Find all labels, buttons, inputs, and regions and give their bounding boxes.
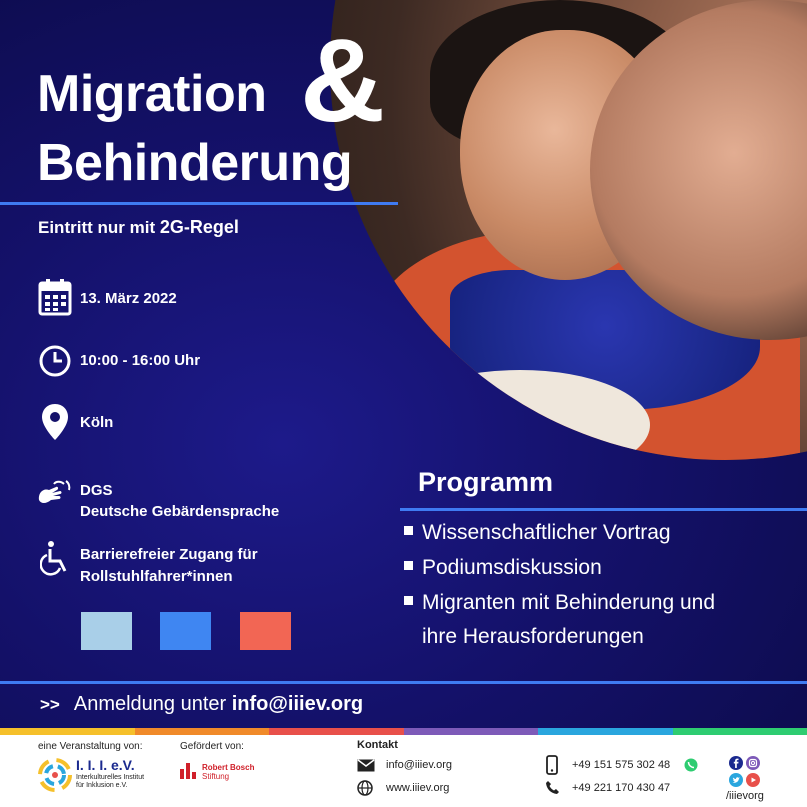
title-divider	[0, 202, 398, 205]
programm-item-label: Migranten mit Behinderung und	[422, 591, 716, 614]
bullet-icon	[404, 526, 413, 535]
event-date: 13. März 2022	[80, 290, 177, 307]
title-ampersand: &	[300, 15, 386, 147]
clock-icon	[38, 344, 72, 378]
stripe-green	[673, 728, 807, 735]
organizer-label: eine Veranstaltung von:	[38, 741, 143, 752]
sign-language-abbr: DGS	[80, 482, 113, 499]
contact-label: Kontakt	[357, 739, 398, 751]
programm-title: Programm	[418, 467, 554, 497]
calendar-icon	[38, 278, 72, 316]
funder-name	[202, 763, 254, 781]
sign-language-icon	[36, 478, 74, 508]
contact-website[interactable]: www.iiiev.org	[386, 782, 450, 794]
title-line-1: Migration	[37, 65, 267, 123]
stripe-orange	[135, 728, 270, 735]
double-arrow-icon: >>	[40, 695, 60, 714]
footer	[0, 735, 807, 807]
registration-line	[40, 693, 363, 716]
phone-icon	[545, 780, 560, 795]
subtitle-prefix: Eintritt nur mit	[38, 218, 160, 237]
programm-item-label: Wissenschaftlicher Vortrag	[422, 521, 671, 544]
accessibility-info	[80, 544, 258, 588]
contact-phone-landline[interactable]: +49 221 170 430 47	[572, 782, 671, 794]
bullet-icon	[404, 561, 413, 570]
swatch-blue	[160, 612, 211, 650]
accessibility-line-2: Rollstuhlfahrer*innen	[80, 568, 233, 585]
bosch-logo-icon	[180, 763, 200, 779]
org-subtitle-line-1: Interkulturelles Institut	[76, 774, 145, 781]
twitter-icon[interactable]	[729, 773, 743, 787]
location-pin-icon	[41, 403, 69, 441]
stripe-blue	[538, 728, 673, 735]
stripe-red	[269, 728, 404, 735]
accessibility-line-1: Barrierefreier Zugang für	[80, 546, 258, 563]
title-line-2: Behinderung	[37, 134, 353, 192]
instagram-icon[interactable]	[746, 756, 760, 770]
subtitle-bold: 2G-Regel	[159, 217, 239, 237]
color-stripe	[0, 728, 807, 735]
stripe-yellow	[0, 728, 135, 735]
contact-phone-mobile[interactable]: +49 151 575 302 48	[572, 759, 671, 771]
programm-divider	[400, 508, 807, 511]
programm-item	[404, 521, 671, 545]
envelope-icon	[357, 759, 375, 772]
subtitle	[38, 217, 239, 238]
social-handle: /iiievorg	[726, 790, 764, 802]
sign-language-name: Deutsche Gebärdensprache	[80, 503, 280, 520]
funder-line-1: Robert Bosch	[202, 763, 255, 772]
programm-item	[404, 556, 602, 580]
iii-logo-icon	[38, 758, 72, 792]
registration-prefix: Anmeldung unter	[73, 693, 232, 715]
youtube-icon[interactable]	[746, 773, 760, 787]
swatch-coral	[240, 612, 291, 650]
programm-item	[404, 591, 715, 615]
swatch-light-blue	[81, 612, 132, 650]
mobile-phone-icon	[546, 755, 558, 775]
bullet-icon	[404, 596, 413, 605]
registration-email-link[interactable]: info@iiiev.org	[231, 693, 364, 715]
funded-label: Gefördert von:	[180, 741, 244, 752]
org-subtitle	[76, 774, 144, 790]
event-location: Köln	[80, 414, 114, 431]
contact-email[interactable]: info@iiiev.org	[386, 759, 452, 771]
programm-item-label: Podiumsdiskussion	[422, 556, 602, 579]
globe-icon	[357, 780, 373, 796]
hero-photo	[330, 0, 807, 460]
sign-language-info	[80, 480, 279, 522]
registration-divider	[0, 681, 807, 684]
facebook-icon[interactable]	[729, 756, 743, 770]
programm-item-continuation: ihre Herausforderungen	[422, 625, 644, 648]
wheelchair-icon	[40, 540, 72, 576]
org-subtitle-line-2: für Inklusion e.V.	[76, 782, 128, 789]
stripe-purple	[404, 728, 539, 735]
funder-line-2: Stiftung	[202, 772, 230, 781]
org-name: I. I. I. e.V.	[76, 757, 135, 773]
whatsapp-icon[interactable]	[684, 758, 698, 772]
event-time: 10:00 - 16:00 Uhr	[80, 352, 201, 369]
